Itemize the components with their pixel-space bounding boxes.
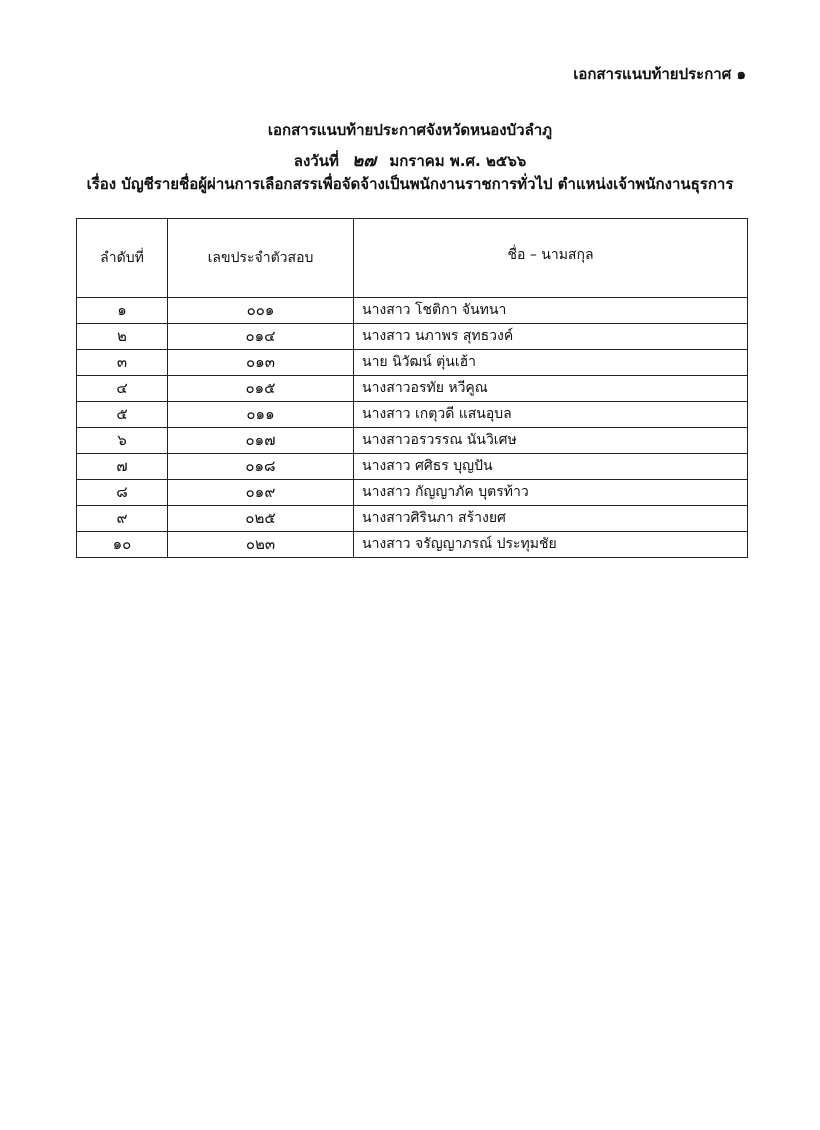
row-order: ๖ — [77, 428, 168, 454]
attachment-reference: เอกสารแนบท้ายประกาศ ๑ — [573, 65, 746, 83]
column-header-full-name: ชื่อ – นามสกุล — [354, 219, 748, 298]
row-full-name: นางสาวศิรินภา สร้างยศ — [354, 506, 748, 532]
table-row — [77, 324, 748, 350]
table-row — [77, 532, 748, 558]
table-row — [77, 454, 748, 480]
row-exam-number: ๐๑๕ — [168, 376, 354, 402]
row-full-name: นางสาว เกตุวดี แสนอุบล — [354, 402, 748, 428]
row-full-name: นางสาวอรวรรณ นันวิเศษ — [354, 428, 748, 454]
row-exam-number: ๐๑๙ — [168, 480, 354, 506]
announcement-date — [0, 147, 820, 174]
row-order: ๑๐ — [77, 532, 168, 558]
row-full-name: นางสาว จรัญญาภรณ์ ประทุมชัย — [354, 532, 748, 558]
row-order: ๒ — [77, 324, 168, 350]
table-row — [77, 376, 748, 402]
row-order: ๘ — [77, 480, 168, 506]
table-row — [77, 350, 748, 376]
column-header-order: ลำดับที่ — [77, 219, 168, 298]
row-order: ๗ — [77, 454, 168, 480]
row-exam-number: ๐๑๔ — [168, 324, 354, 350]
table-row — [77, 480, 748, 506]
table-row — [77, 402, 748, 428]
row-full-name: นางสาว ศศิธร บุญปัน — [354, 454, 748, 480]
row-order: ๙ — [77, 506, 168, 532]
date-label: ลงวันที่ — [293, 152, 339, 170]
row-order: ๓ — [77, 350, 168, 376]
row-order: ๕ — [77, 402, 168, 428]
row-full-name: นางสาว โชติกา จันทนา — [354, 298, 748, 324]
column-header-exam-number: เลขประจำตัวสอบ — [168, 219, 354, 298]
row-exam-number: ๐๒๕ — [168, 506, 354, 532]
table-row — [77, 428, 748, 454]
row-exam-number: ๐๑๗ — [168, 428, 354, 454]
candidate-list-table — [76, 218, 748, 558]
row-exam-number: ๐๐๑ — [168, 298, 354, 324]
date-day-handwritten: ๒๗ — [352, 151, 377, 171]
row-order: ๑ — [77, 298, 168, 324]
row-exam-number: ๐๒๓ — [168, 532, 354, 558]
row-full-name: นาย นิวัฒน์ ตุ่นเฮ้า — [354, 350, 748, 376]
row-exam-number: ๐๑๘ — [168, 454, 354, 480]
row-order: ๔ — [77, 376, 168, 402]
table-row — [77, 298, 748, 324]
document-subject: เรื่อง บัญชีรายชื่อผู้ผ่านการเลือกสรรเพื่อจัดจ้างเป็นพนักงานราชการทั่วไป ตำแหน่งเจ้าพนักงานธุรการ — [86, 175, 734, 193]
row-full-name: นางสาวอรทัย หวีคูณ — [354, 376, 748, 402]
row-full-name: นางสาว นภาพร สุทธวงค์ — [354, 324, 748, 350]
row-full-name: นางสาว กัญญาภัค บุตรท้าว — [354, 480, 748, 506]
row-exam-number: ๐๑๑ — [168, 402, 354, 428]
date-month-year: มกราคม พ.ศ. ๒๕๖๖ — [389, 152, 527, 170]
row-exam-number: ๐๑๓ — [168, 350, 354, 376]
table-header-row — [77, 219, 748, 298]
document-title: เอกสารแนบท้ายประกาศจังหวัดหนองบัวลำภู — [267, 121, 553, 139]
table-row — [77, 506, 748, 532]
